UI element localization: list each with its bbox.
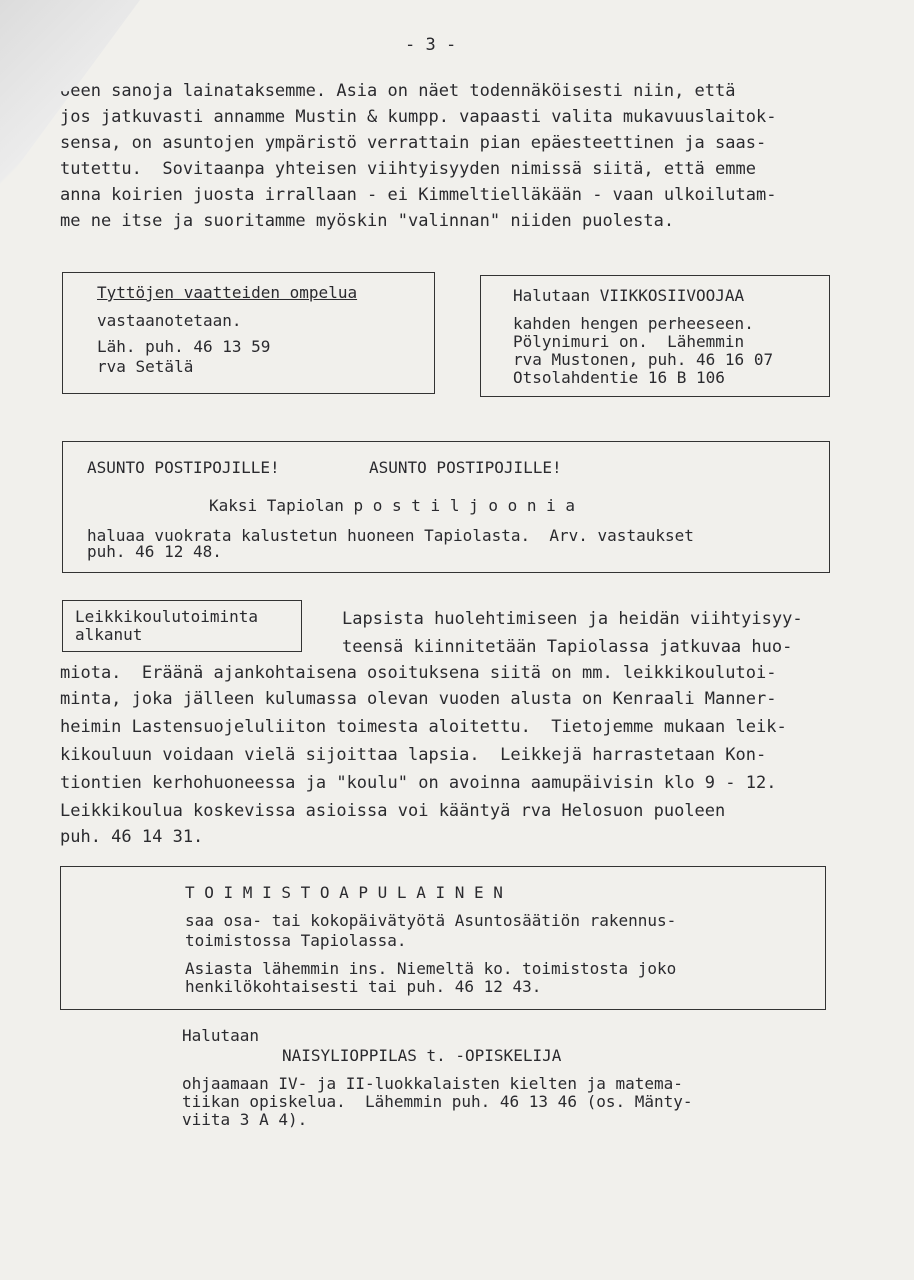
sewing-ad-title: Tyttöjen vaatteiden ompelua	[97, 283, 358, 302]
office-ad-title: T O I M I S T O A P U L A I N E N	[185, 883, 503, 902]
cleaner-ad-title: Halutaan VIIKKOSIIVOOJAA	[513, 286, 745, 305]
cleaner-ad-address: Otsolahdentie 16 B 106	[513, 368, 725, 387]
playschool-line: tiontien kerhohuoneessa ja "koulu" on avoinna aamupäivisin klo 9 - 12.	[60, 773, 777, 793]
playschool-line: heimin Lastensuojeluliiton toimesta aloitettu. Tietojemme mukaan leik-	[60, 717, 787, 737]
office-ad-phone: henkilökohtaisesti tai puh. 46 12 43.	[185, 977, 542, 996]
sewing-ad-line: vastaanotetaan.	[97, 311, 242, 330]
student-ad-line: Halutaan	[182, 1026, 260, 1045]
cleaner-ad-box	[480, 275, 830, 397]
playschool-line: Lapsista huolehtimiseen ja heidän viihtyisyy-	[342, 609, 803, 629]
student-ad-line: viita 3 A 4).	[182, 1110, 308, 1129]
student-ad-title: NAISYLIOPPILAS t. -OPISKELIJA	[282, 1046, 562, 1065]
office-ad-line: Asiasta lähemmin ins. Niemeltä ko. toimistosta joko	[185, 959, 677, 978]
apartment-ad-heading: ASUNTO POSTIPOJILLE!	[87, 458, 280, 477]
playschool-heading-box	[62, 600, 302, 652]
playschool-line: kikouluun voidaan vielä sijoittaa lapsia. Leikkejä harrastetaan Kon-	[60, 745, 767, 765]
apartment-ad-line: Kaksi Tapiolan p o s t i l j o o n i a	[209, 496, 576, 515]
office-ad-line: toimistossa Tapiolassa.	[185, 931, 407, 950]
intro-line: me ne itse ja suoritamme myöskin "valinnan" niiden puolesta.	[60, 211, 675, 231]
intro-line: tutettu. Sovitaanpa yhteisen viihtyisyyden nimissä siitä, että emme	[60, 159, 756, 179]
apartment-ad-box	[62, 441, 830, 573]
office-ad-line: saa osa- tai kokopäivätyötä Asuntosäätiön rakennus-	[185, 911, 677, 930]
playschool-heading: Leikkikoulutoiminta	[75, 607, 259, 626]
cleaner-ad-contact: rva Mustonen, puh. 46 16 07	[513, 350, 774, 369]
cleaner-ad-line: kahden hengen perheeseen.	[513, 314, 754, 333]
page-number: - 3 -	[405, 35, 457, 55]
playschool-line: puh. 46 14 31.	[60, 827, 204, 847]
playschool-line: miota. Eräänä ajankohtaisena osoituksena siitä on mm. leikkikoulutoi-	[60, 663, 777, 683]
intro-line: anna koirien juosta irrallaan - ei Kimmeltielläkään - vaan ulkoilutam-	[60, 185, 777, 205]
intro-line: sensa, on asuntojen ympäristö verrattain pian epäesteettinen ja saas-	[60, 133, 767, 153]
apartment-ad-phone: puh. 46 12 48.	[87, 542, 222, 561]
sewing-ad-box	[62, 272, 435, 394]
student-ad-line: ohjaamaan IV- ja II-luokkalaisten kielten ja matema-	[182, 1074, 683, 1093]
intro-line: jos jatkuvasti annamme Mustin & kumpp. vapaasti valita mukavuuslaitok-	[60, 107, 777, 127]
apartment-ad-line: haluaa vuokrata kalustetun huoneen Tapiolasta. Arv. vastaukset	[87, 526, 694, 545]
sewing-ad-phone: Läh. puh. 46 13 59	[97, 337, 271, 356]
playschool-line: teensä kiinnitetään Tapiolassa jatkuvaa huo-	[342, 637, 793, 657]
apartment-ad-heading: ASUNTO POSTIPOJILLE!	[369, 458, 562, 477]
office-ad-box	[60, 866, 826, 1010]
intro-line: ᴗeen sanoja lainataksemme. Asia on näet todennäköisesti niin, että	[60, 81, 736, 101]
playschool-line: minta, joka jälleen kulumassa olevan vuoden alusta on Kenraali Manner-	[60, 689, 777, 709]
playschool-line: Leikkikoulua koskevissa asioissa voi kääntyä rva Helosuon puoleen	[60, 801, 726, 821]
student-ad-line: tiikan opiskelua. Lähemmin puh. 46 13 46 (os. Mänty-	[182, 1092, 693, 1111]
cleaner-ad-line: Pölynimuri on. Lähemmin	[513, 332, 745, 351]
playschool-heading: alkanut	[75, 625, 143, 644]
sewing-ad-contact: rva Setälä	[97, 357, 194, 376]
